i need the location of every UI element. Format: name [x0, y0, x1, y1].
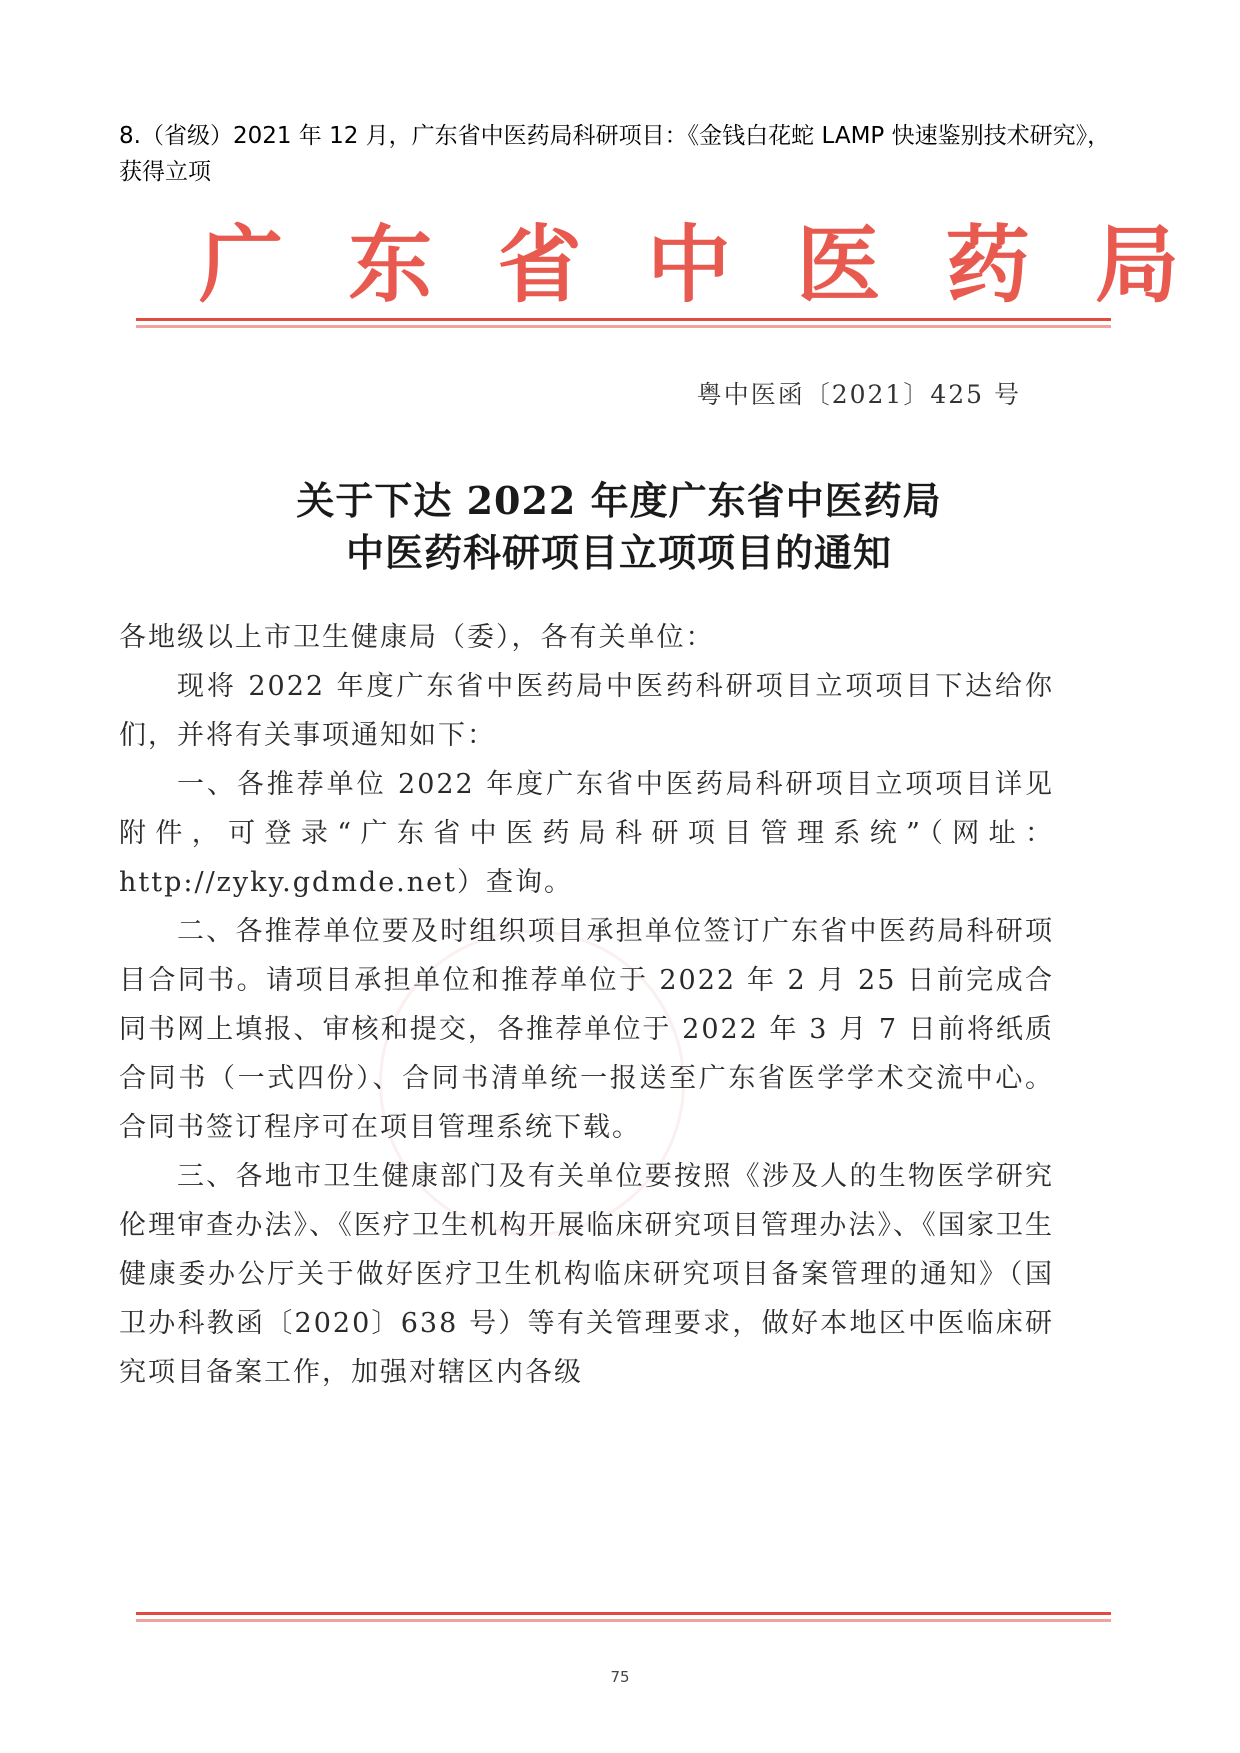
- letterhead-char: 广: [199, 215, 284, 314]
- document-caption: 8.（省级）2021 年 12 月，广东省中医药局科研项目：《金钱白花蛇 LAMP 快速鉴别技术研究》，获得立项: [119, 123, 1111, 185]
- letterhead-char: 东: [348, 215, 433, 314]
- letterhead-char: 省: [497, 215, 582, 314]
- notice-title-line-2: 中医药科研项目立项项目的通知: [345, 530, 892, 575]
- notice-title-line-1: 关于下达 2022 年度广东省中医药局: [296, 478, 942, 523]
- footer-divider: [136, 1612, 1111, 1615]
- letterhead: [199, 215, 1179, 314]
- letterhead-divider: [136, 318, 1111, 321]
- item-2-paragraph: 二、各推荐单位要及时组织项目承担单位签订广东省中医药局科研项目合同书。请项目承担单位和推荐单位于 2022 年 2 月 25 日前完成合同书网上填报、审核和提交，各推荐单位于 2022 年 3 月 7 日前将纸质合同书（一式四份）、合同书清单统一报送至广东省医学学术交流中心。合同书签订程序可在项目管理系统下载。: [119, 916, 1054, 1143]
- letterhead-char: 中: [646, 215, 731, 314]
- salutation: 各地级以上市卫生健康局（委），各有关单位：: [119, 622, 715, 653]
- item-1-paragraph: 一、各推荐单位 2022 年度广东省中医药局科研项目立项项目详见附件，可登录“广东省中医药局科研项目管理系统”（网址：http://zyky.gdmde.net）查询。: [119, 769, 1054, 898]
- page-number: 75: [610, 1668, 630, 1686]
- notice-body: [119, 613, 1054, 1397]
- letterhead-char: 药: [945, 215, 1030, 314]
- intro-paragraph: 现将 2022 年度广东省中医药局中医药科研项目立项项目下达给你们，并将有关事项通知如下：: [119, 671, 1054, 751]
- item-3-paragraph: 三、各地市卫生健康部门及有关单位要按照《涉及人的生物医学研究伦理审查办法》、《医疗卫生机构开展临床研究项目管理办法》、《国家卫生健康委办公厅关于做好医疗卫生机构临床研究项目备案管理的通知》（国卫办科教函〔2020〕638 号）等有关管理要求，做好本地区中医临床研究项目备案工作，加强对辖区内各级: [119, 1161, 1054, 1388]
- letterhead-char: 医: [796, 215, 881, 314]
- document-number: 粤中医函〔2021〕425 号: [696, 380, 1021, 409]
- scanned-notice: [119, 200, 1179, 1640]
- letterhead-char: 局: [1094, 215, 1179, 314]
